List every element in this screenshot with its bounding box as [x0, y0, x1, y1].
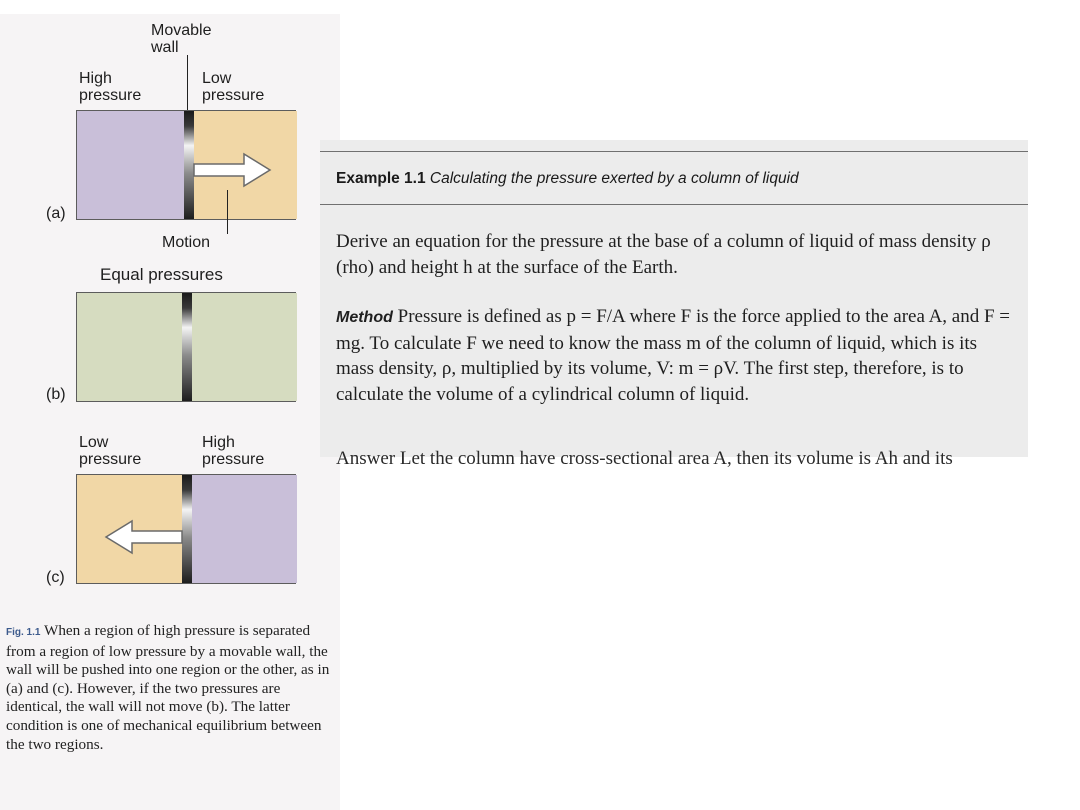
high-pressure-label-c: High pressure	[202, 434, 265, 468]
example-title: Calculating the pressure exerted by a column of liquid	[429, 170, 799, 187]
example-answer-partial: Answer Let the column have cross-sectional area A, then its volume is Ah and its	[336, 448, 953, 469]
high-pressure-label-a: High pressure	[79, 70, 142, 104]
motion-pointer-line	[227, 190, 228, 234]
high-pressure-region	[192, 475, 297, 583]
wall-pointer-line	[187, 55, 188, 111]
panel-c-tag: (c)	[46, 569, 65, 586]
panel-a-diagram	[76, 110, 296, 220]
method-text: Pressure is defined as p = F/A where F is the force applied to the area A, and F = mg. To calculate F we need to know the mass m of the column of liquid, which is its mass density, ρ, multiplied by its volume, V: m = ρV. The first step, therefore, is to calculate the volume of a cylindrical column of liquid.	[336, 306, 1011, 405]
figure-label: Fig. 1.1	[6, 627, 41, 638]
movable-wall	[182, 475, 192, 583]
panel-c-diagram	[76, 474, 296, 584]
movable-wall	[184, 111, 194, 219]
method-label: Method	[336, 309, 393, 326]
example-box	[320, 140, 1028, 469]
example-problem-text: Derive an equation for the pressure at the base of a column of liquid of mass density ρ (rho) and height h at the surface of the Earth.	[336, 231, 991, 278]
panel-a-tag: (a)	[46, 205, 66, 222]
low-pressure-label-a: Low pressure	[202, 70, 265, 104]
example-top-rule	[320, 151, 1028, 152]
low-pressure-label-c: Low pressure	[79, 434, 142, 468]
example-label: Example 1.1	[336, 170, 426, 187]
high-pressure-region	[77, 111, 184, 219]
figure-caption-text: When a region of high pressure is separated from a region of low pressure by a movable wall, the wall will be pushed into one region or the other, as in (a) and (c). However, if the two pressures are identical, the wall will not move (b). The latter condition is one of mechanical equilibrium between the two regions.	[6, 622, 330, 753]
movable-wall	[182, 293, 192, 401]
panel-b-diagram	[76, 292, 296, 402]
example-method-paragraph	[336, 304, 1016, 407]
example-heading	[336, 170, 799, 188]
movable-wall-label: Movable wall	[151, 22, 212, 56]
motion-label: Motion	[162, 234, 211, 251]
example-heading-rule	[320, 204, 1028, 205]
figure-caption	[6, 622, 336, 754]
panel-b-tag: (b)	[46, 386, 66, 403]
right-arrow-icon	[194, 153, 272, 187]
equal-pressures-title: Equal pressures	[100, 265, 223, 284]
left-arrow-icon	[105, 520, 183, 554]
